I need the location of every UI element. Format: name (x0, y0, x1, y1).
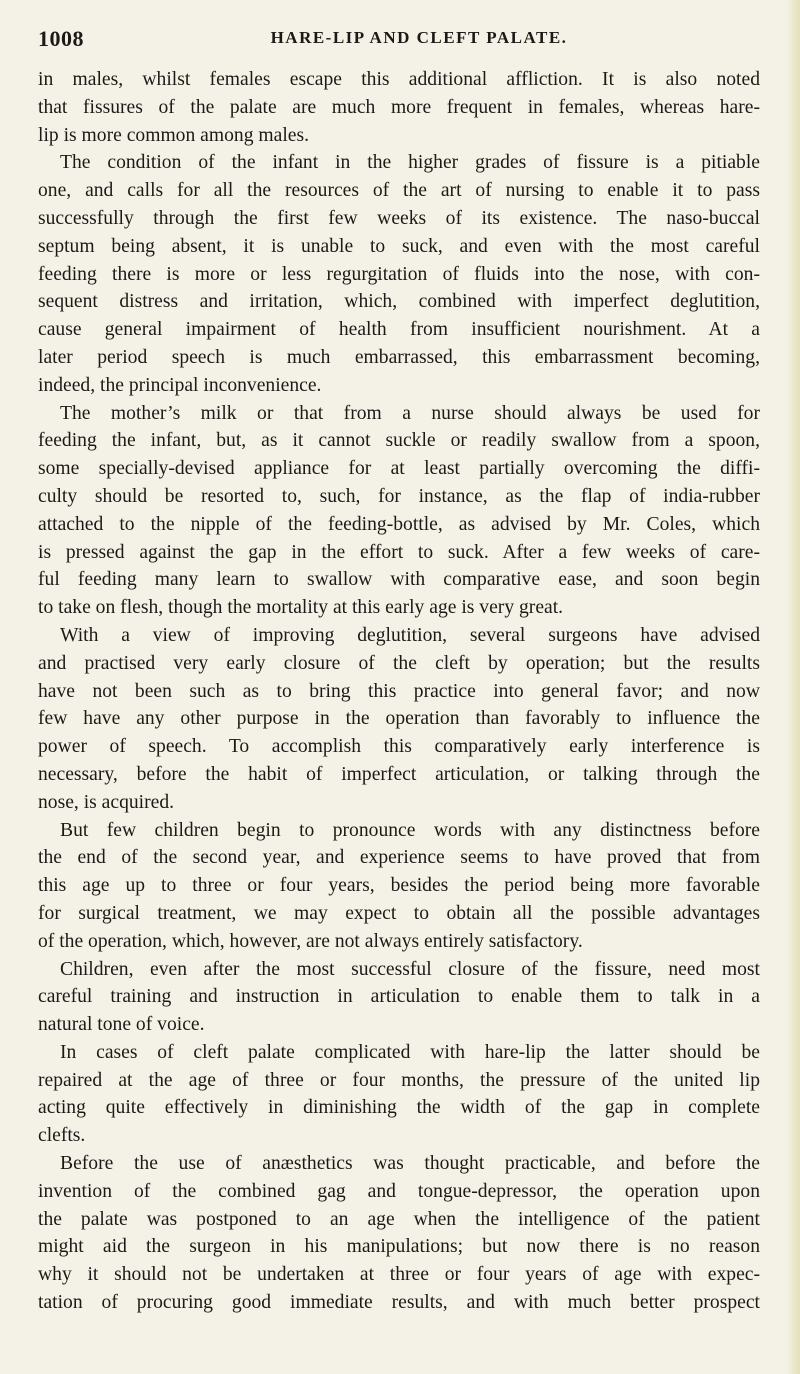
text-line: that fissures of the palate are much more frequent in females, whereas hare- (38, 96, 760, 118)
page-number: 1008 (38, 26, 84, 51)
text-line: sequent distress and irritation, which, combined with imperfect deglutition, (38, 291, 760, 313)
text-line: In cases of cleft palate complicated with hare-lip the latter should be (60, 1041, 760, 1063)
text-line: invention of the combined gag and tongue-depressor, the operation upon (38, 1180, 760, 1202)
text-line: successfully through the first few weeks of its existence. The naso-buccal (38, 207, 760, 229)
text-line: the palate was postponed to an age when the intelligence of the patient (38, 1208, 760, 1230)
text-line: feeding the infant, but, as it cannot suckle or readily swallow from a spoon, (38, 430, 760, 452)
text-line: The condition of the infant in the higher grades of fissure is a pitiable (60, 152, 760, 174)
text-line: few have any other purpose in the operation than favorably to influence the (38, 708, 760, 730)
text-line: But few children begin to pronounce words with any distinctness before (60, 819, 760, 841)
page-header (38, 26, 760, 56)
text-line: clefts. (38, 1125, 86, 1147)
text-line: in males, whilst females escape this additional affliction. It is also noted (38, 69, 760, 90)
text-line: With a view of improving deglutition, several surgeons have advised (60, 624, 760, 646)
body-text (38, 66, 760, 1317)
text-line: tation of procuring good immediate results, and with much better prospect (38, 1292, 760, 1314)
running-head: HARE-LIP AND CLEFT PALATE. (270, 28, 568, 47)
text-line: ful feeding many learn to swallow with comparative ease, and soon begin (38, 569, 760, 591)
text-line: nose, is acquired. (38, 791, 175, 813)
text-line: careful training and instruction in articulation to enable them to talk in a (38, 986, 760, 1008)
text-line: cause general impairment of health from insufficient nourishment. At a (38, 319, 760, 341)
text-line: have not been such as to bring this practice into general favor; and now (38, 680, 760, 702)
text-line: might aid the surgeon in his manipulations; but now there is no reason (38, 1236, 760, 1258)
page-edge-shading (786, 0, 800, 1374)
text-line: some specially-devised appliance for at least partially overcoming the diffi- (38, 458, 760, 480)
text-line: for surgical treatment, we may expect to obtain all the possible advantages (38, 902, 760, 924)
text-line: of the operation, which, however, are not always entirely satisfactory. (38, 930, 583, 952)
text-line: lip is more common among males. (38, 124, 310, 146)
text-line: natural tone of voice. (38, 1014, 205, 1036)
text-line: The mother’s milk or that from a nurse should always be used for (60, 402, 760, 424)
text-line: later period speech is much embarrassed, this embarrassment becoming, (38, 346, 760, 368)
text-line: why it should not be undertaken at three or four years of age with expec- (38, 1264, 760, 1286)
text-line: to take on flesh, though the mortality at this early age is very great. (38, 597, 564, 619)
text-line: septum being absent, it is unable to suck, and even with the most careful (38, 235, 760, 257)
text-line: indeed, the principal inconvenience. (38, 374, 322, 396)
text-line: repaired at the age of three or four months, the pressure of the united lip (38, 1069, 760, 1091)
text-line: culty should be resorted to, such, for instance, as the flap of india-rubber (38, 485, 760, 507)
text-line: necessary, before the habit of imperfect articulation, or talking through the (38, 763, 760, 785)
text-line: is pressed against the gap in the effort to suck. After a few weeks of care- (38, 541, 760, 563)
text-line: and practised very early closure of the cleft by operation; but the results (38, 652, 760, 674)
text-line: power of speech. To accomplish this comparatively early interference is (38, 736, 760, 758)
text-line: this age up to three or four years, besides the period being more favorable (38, 875, 760, 897)
text-line: the end of the second year, and experience seems to have proved that from (38, 847, 760, 869)
text-line: feeding there is more or less regurgitation of fluids into the nose, with con- (38, 263, 760, 285)
text-line: one, and calls for all the resources of the art of nursing to enable it to pass (38, 180, 760, 202)
text-line: acting quite effectively in diminishing the width of the gap in complete (38, 1097, 760, 1119)
text-line: Children, even after the most successful closure of the fissure, need most (60, 958, 760, 980)
text-line: Before the use of anæsthetics was thought practicable, and before the (60, 1153, 760, 1175)
text-line: attached to the nipple of the feeding-bottle, as advised by Mr. Coles, which (38, 513, 760, 535)
